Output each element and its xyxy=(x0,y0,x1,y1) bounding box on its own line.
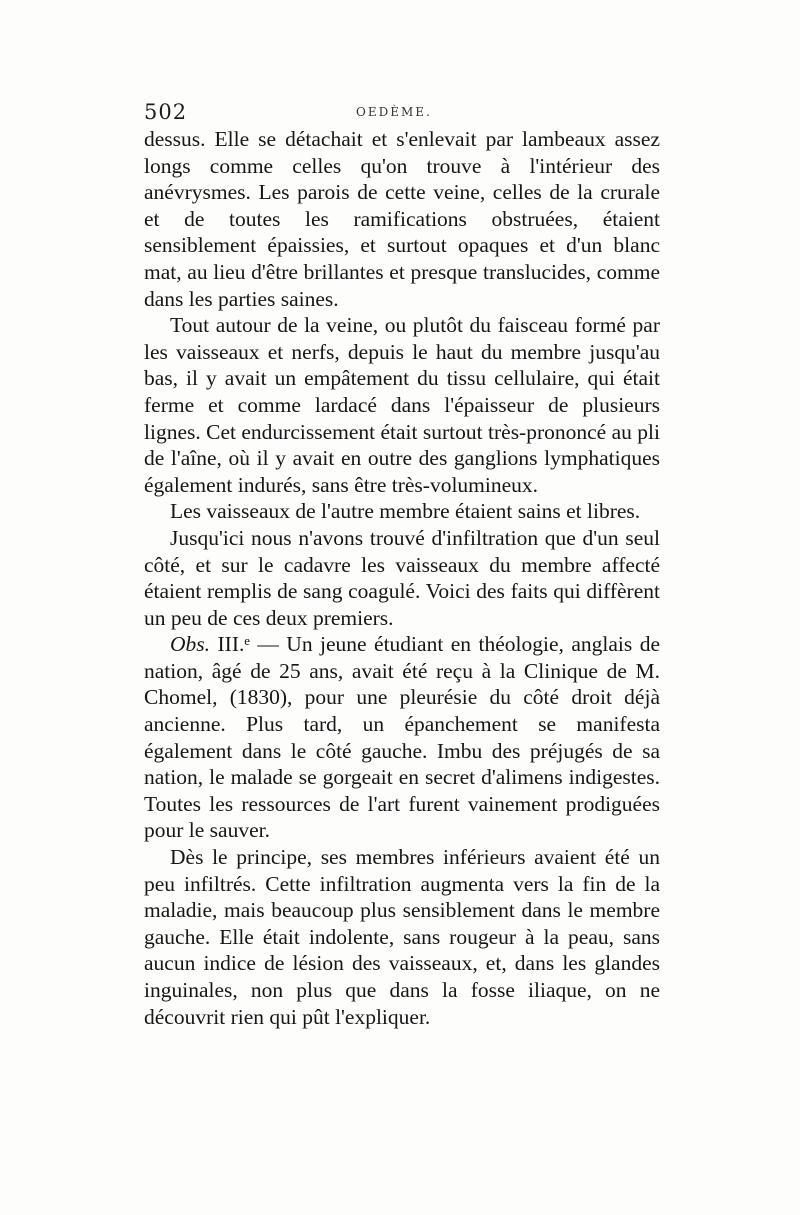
paragraph-other-limb: Les vaisseaux de l'autre membre étaient sains et libres. xyxy=(170,499,641,524)
running-head: OEDÈME. xyxy=(356,105,432,119)
page-number: 502 xyxy=(144,100,188,124)
body-text xyxy=(144,126,660,1030)
observation-number: III.ᵉ xyxy=(217,632,250,657)
paragraph-continuation: dessus. Elle se détachait et s'enlevait par lambeaux assez longs comme celles qu'on trouve à l'intérieur des anévrysmes. Les parois de cette veine, celles de la crurale et de toutes les ramifications obstruées, étaient sensiblement épaissies, et surtout opaques et d'un blanc mat, au lieu d'être brillantes et presque translucides, comme dans les parties saines. xyxy=(144,127,660,311)
observation-text: — Un jeune étudiant en théologie, anglais de nation, âgé de 25 ans, avait été reçu à la Clinique de M. Chomel, (1830), pour une pleurésie du côté droit déjà ancienne. Plus tard, un épanchement se manifesta également dans le côté gauche. Imbu des préjugés de sa nation, le malade se gorgeait en secret d'alimens indigestes. Toutes les ressources de l'art furent vainement prodiguées pour le sauver. xyxy=(144,632,660,843)
paragraph-observation xyxy=(144,631,660,844)
paragraph-final: Dès le principe, ses membres inférieurs avaient été un peu infiltrés. Cette infiltration augmenta vers la fin de la maladie, mais beaucoup plus sensiblement dans le membre gauche. Elle était indolente, sans rougeur à la peau, sans aucun indice de lésion des vaisseaux, et, dans les glandes inguinales, non plus que dans la fosse iliaque, on ne découvrit rien qui pût l'expliquer. xyxy=(144,845,660,1029)
page-header xyxy=(144,96,660,126)
paragraph-vein-description: Tout autour de la veine, ou plutôt du faisceau formé par les vaisseaux et nerfs, depuis le haut du membre jusqu'au bas, il y avait un empâtement du tissu cellulaire, qui était ferme et comme lardacé dans l'épaisseur de plusieurs lignes. Cet endurcissement était surtout très-prononcé au pli de l'aîne, où il y avait en outre des ganglions lymphatiques également indurés, sans être très-volumineux. xyxy=(144,313,660,497)
paragraph-infiltration: Jusqu'ici nous n'avons trouvé d'infiltration que d'un seul côté, et sur le cadavre les vaisseaux du membre affecté étaient remplis de sang coagulé. Voici des faits qui diffèrent un peu de ces deux premiers. xyxy=(144,525,660,630)
observation-label: Obs. xyxy=(170,632,211,657)
